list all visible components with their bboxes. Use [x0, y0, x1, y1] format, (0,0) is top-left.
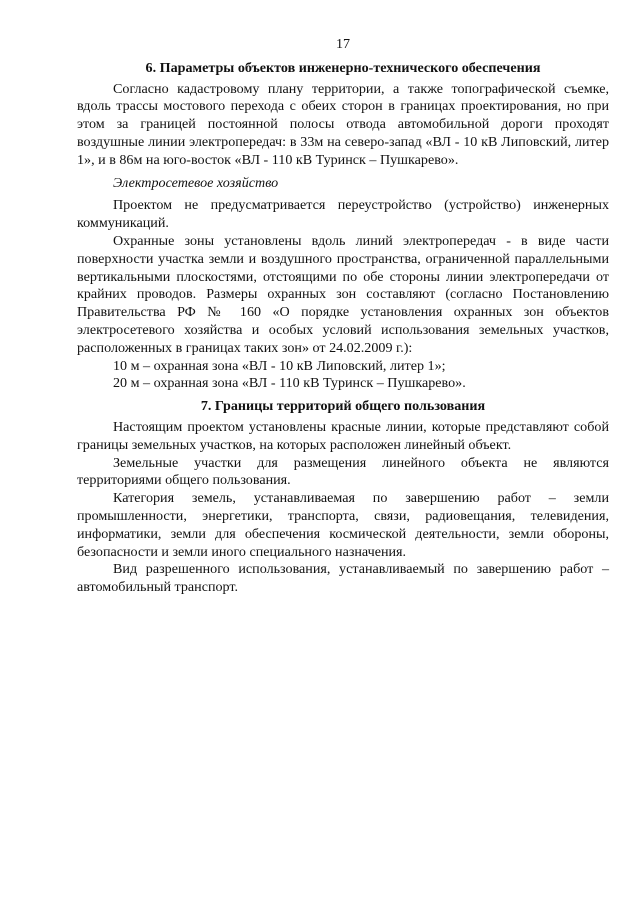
document-page	[77, 36, 609, 597]
page-number: 17	[335, 36, 351, 52]
section-7-paragraph-2: Земельные участки для размещения линейного объекта не являются территориями общего пользования.	[77, 454, 609, 489]
section-6-paragraph-2: Проектом не предусматривается переустройство (устройство) инженерных коммуникаций.	[77, 197, 609, 232]
section-7-paragraph-1: Настоящим проектом установлены красные линии, которые представляют собой границы земельных участков, на которых расположен линейный объект.	[77, 418, 609, 453]
zone-item-1: 10 м – охранная зона «ВЛ - 10 кВ Липовский, литер 1»;	[113, 357, 446, 374]
section-6-subheading: Электросетевое хозяйство	[113, 174, 279, 191]
section-6-paragraph-1: Согласно кадастровому плану территории, а также топографической съемке, вдоль трассы мостового перехода с обеих сторон в границах проектирования, но при этом за границей постоянной полосы отвода автомобильной дороги проходят воздушные линии электропередач: в 33м на северо-запад «ВЛ - 10 кВ Липовский, литер 1», и в 86м на юго-восток «ВЛ - 110 кВ Туринск – Пушкарево».	[77, 80, 609, 168]
section-6-paragraph-3: Охранные зоны установлены вдоль линий электропередач - в виде части поверхности участка земли и воздушного пространства, ограниченной параллельными вертикальными плоскостями, отстоящими по обе стороны линии электропередачи от крайних проводов. Размеры охранных зон составляют (согласно Постановлению Правительства РФ № 160 «О порядке установления охранных зон объектов электросетевого хозяйства и особых условий использования земельных участков, расположенных в границах таких зон» от 24.02.2009 г.):	[77, 232, 609, 356]
section-7-heading: 7. Границы территорий общего пользования	[200, 398, 486, 415]
section-7-paragraph-3: Категория земель, устанавливаемая по завершению работ – земли промышленности, энергетики, транспорта, связи, радиовещания, телевидения, информатики, земли для обеспечения космической деятельности, земли обороны, безопасности и земли иного специального назначения.	[77, 490, 609, 560]
section-7-paragraph-4: Вид разрешенного использования, устанавливаемый по завершению работ – автомобильный транспорт.	[77, 561, 609, 596]
section-6-heading: 6. Параметры объектов инженерно-технического обеспечения	[145, 59, 541, 76]
zone-item-2: 20 м – охранная зона «ВЛ - 110 кВ Туринск – Пушкарево».	[113, 375, 466, 392]
